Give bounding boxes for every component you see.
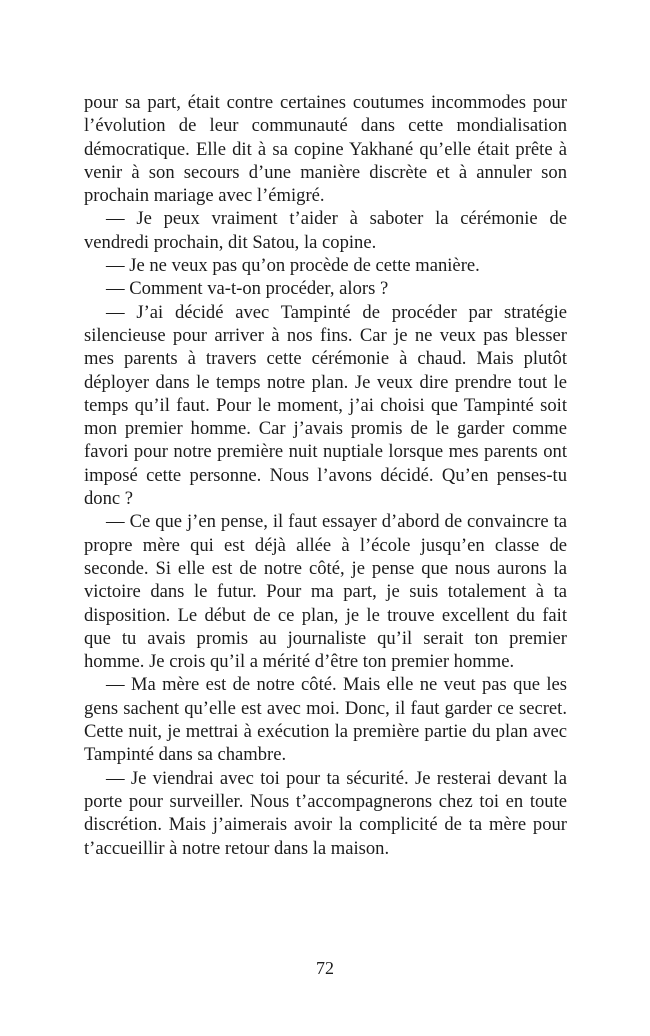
dialogue-line: — J’ai décidé avec Tampinté de procéder par stratégie silencieuse pour arriver à nos fins. Car je ne veux pas blesser mes parents à travers cette cérémonie à chaud. Mais plutôt déployer dans le temps notre plan. Je veux dire prendre tout le temps qu’il faut. Pour le moment, j’ai choisi que Tampinté soit mon premier homme. Car j’avais promis de le garder comme favori pour notre première nuit nuptiale lorsque mes parents ont imposé cette personne. Nous l’avons décidé. Qu’en penses-tu donc ? bbox=[84, 301, 567, 510]
dialogue-line: — Comment va-t-on procéder, alors ? bbox=[106, 278, 389, 300]
dialogue-line: — Ma mère est de notre côté. Mais elle ne veut pas que les gens sachent qu’elle est avec moi. Donc, il faut garder ce secret. Cette nuit, je mettrai à exécution la première partie du plan avec Tampinté dans sa chambre. bbox=[84, 674, 567, 766]
dialogue-line: — Je ne veux pas qu’on procède de cette manière. bbox=[106, 255, 480, 277]
body-text bbox=[84, 91, 567, 860]
dialogue-line: — Ce que j’en pense, il faut essayer d’abord de convaincre ta propre mère qui est déjà allée à l’école jusqu’en classe de seconde. Si elle est de notre côté, je pense que nous aurons la victoire dans le futur. Pour ma part, je suis totalement à ta disposition. Le début de ce plan, je le trouve excellent du fait que tu avais promis au journaliste qu’il serait ton premier homme. Je crois qu’il a mérité d’être ton premier homme. bbox=[84, 511, 567, 673]
dialogue-line: — Je viendrai avec toi pour ta sécurité. Je resterai devant la porte pour surveiller. Nous t’accompagnerons chez toi en toute discrétion. Mais j’aimerais avoir la complicité de ta mère pour t’accueillir à notre retour dans la maison. bbox=[84, 767, 567, 859]
paragraph-continuation: pour sa part, était contre certaines coutumes incommodes pour l’évolution de leur communauté dans cette mondialisation démocratique. Elle dit à sa copine Yakhané qu’elle était prête à venir à son secours d’une manière discrète et à annuler son prochain mariage avec l’émigré. bbox=[84, 92, 567, 207]
page-number: 72 bbox=[316, 958, 334, 978]
dialogue-line: — Je peux vraiment t’aider à saboter la cérémonie de vendredi prochain, dit Satou, la copine. bbox=[84, 208, 567, 253]
